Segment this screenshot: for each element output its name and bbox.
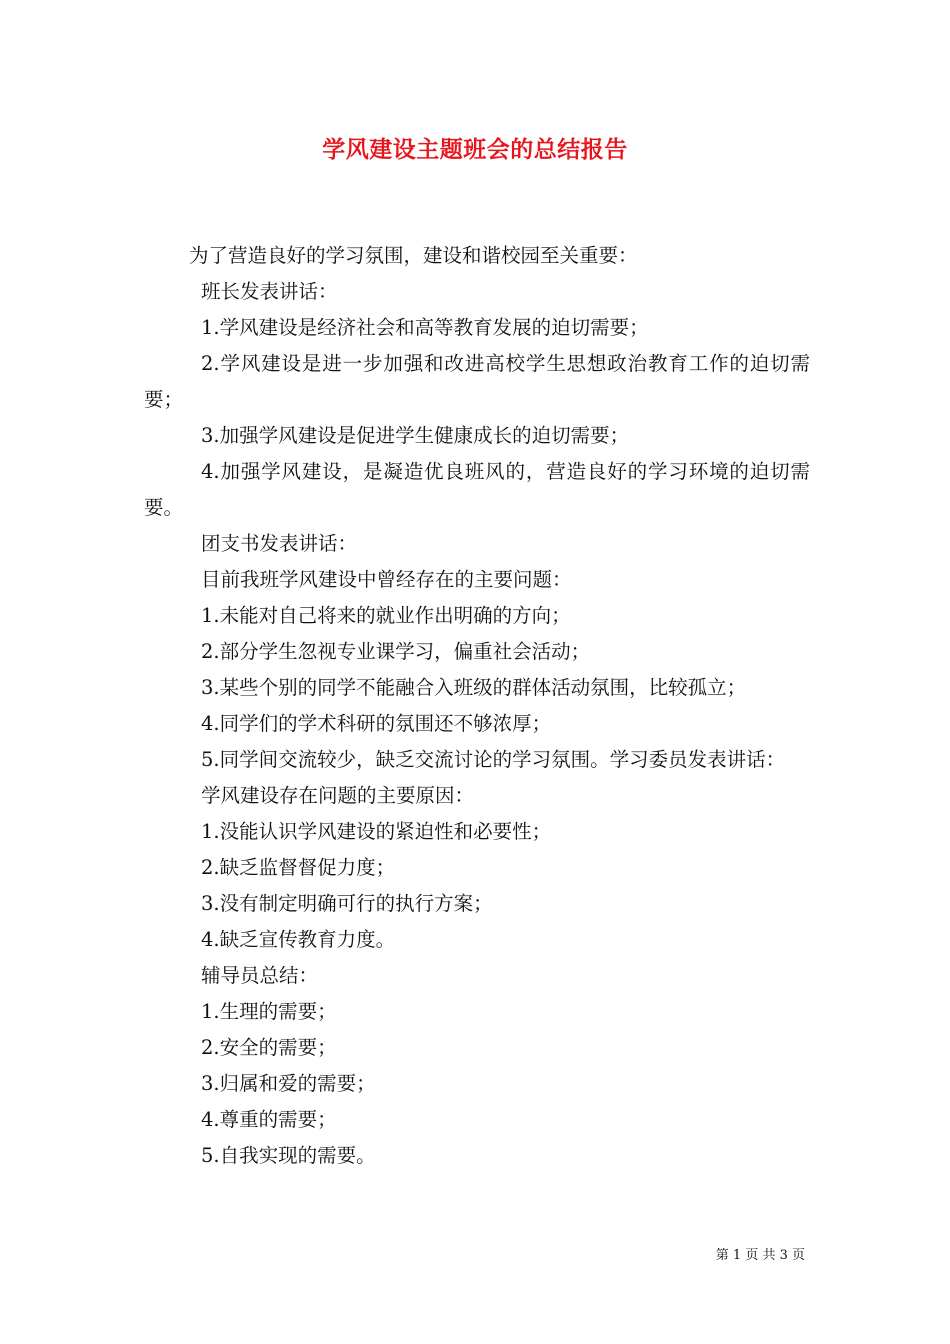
- page-number-footer: 第 1 页 共 3 页: [715, 1248, 805, 1263]
- paragraph: 目前我班学风建设中曾经存在的主要问题：: [201, 568, 572, 591]
- paragraph: 1.学风建设是经济社会和高等教育发展的迫切需要；: [201, 316, 649, 339]
- paragraph: 4.缺乏宣传教育力度。: [201, 928, 396, 951]
- paragraph: 2.学风建设是进一步加强和改进高校学生思想政治教育工作的迫切需要；: [144, 352, 810, 411]
- paragraph: 2.安全的需要；: [201, 1036, 337, 1059]
- document-title: 学风建设主题班会的总结报告: [322, 136, 628, 163]
- paragraph: 2.缺乏监督督促力度；: [201, 856, 396, 879]
- paragraph: 4.加强学风建设，是凝造优良班风的，营造良好的学习环境的迫切需要。: [144, 460, 810, 519]
- paragraph: 1.没能认识学风建设的紧迫性和必要性；: [201, 820, 552, 843]
- paragraph: 1.生理的需要；: [201, 1000, 337, 1023]
- paragraph: 团支书发表讲话：: [201, 532, 358, 555]
- paragraph: 5.自我实现的需要。: [201, 1144, 376, 1167]
- paragraph: 辅导员总结：: [201, 964, 319, 987]
- paragraph: 为了营造良好的学习氛围，建设和谐校园至关重要：: [189, 244, 638, 267]
- paragraph: 2.部分学生忽视专业课学习，偏重社会活动；: [201, 640, 591, 663]
- paragraph: 3.加强学风建设是促进学生健康成长的迫切需要；: [201, 424, 630, 447]
- paragraph: 学风建设存在问题的主要原因：: [201, 784, 475, 807]
- paragraph: 5.同学间交流较少，缺乏交流讨论的学习氛围。学习委员发表讲话：: [201, 748, 786, 771]
- paragraph: 4.尊重的需要；: [201, 1108, 337, 1131]
- paragraph: 班长发表讲话：: [201, 280, 338, 303]
- document-body: [144, 238, 810, 1174]
- paragraph: 4.同学们的学术科研的氛围还不够浓厚；: [201, 712, 552, 735]
- paragraph: 3.没有制定明确可行的执行方案；: [201, 892, 493, 915]
- paragraph: 3.某些个别的同学不能融合入班级的群体活动氛围，比较孤立；: [201, 676, 747, 699]
- paragraph: 3.归属和爱的需要；: [201, 1072, 376, 1095]
- paragraph: 1.未能对自己将来的就业作出明确的方向；: [201, 604, 571, 627]
